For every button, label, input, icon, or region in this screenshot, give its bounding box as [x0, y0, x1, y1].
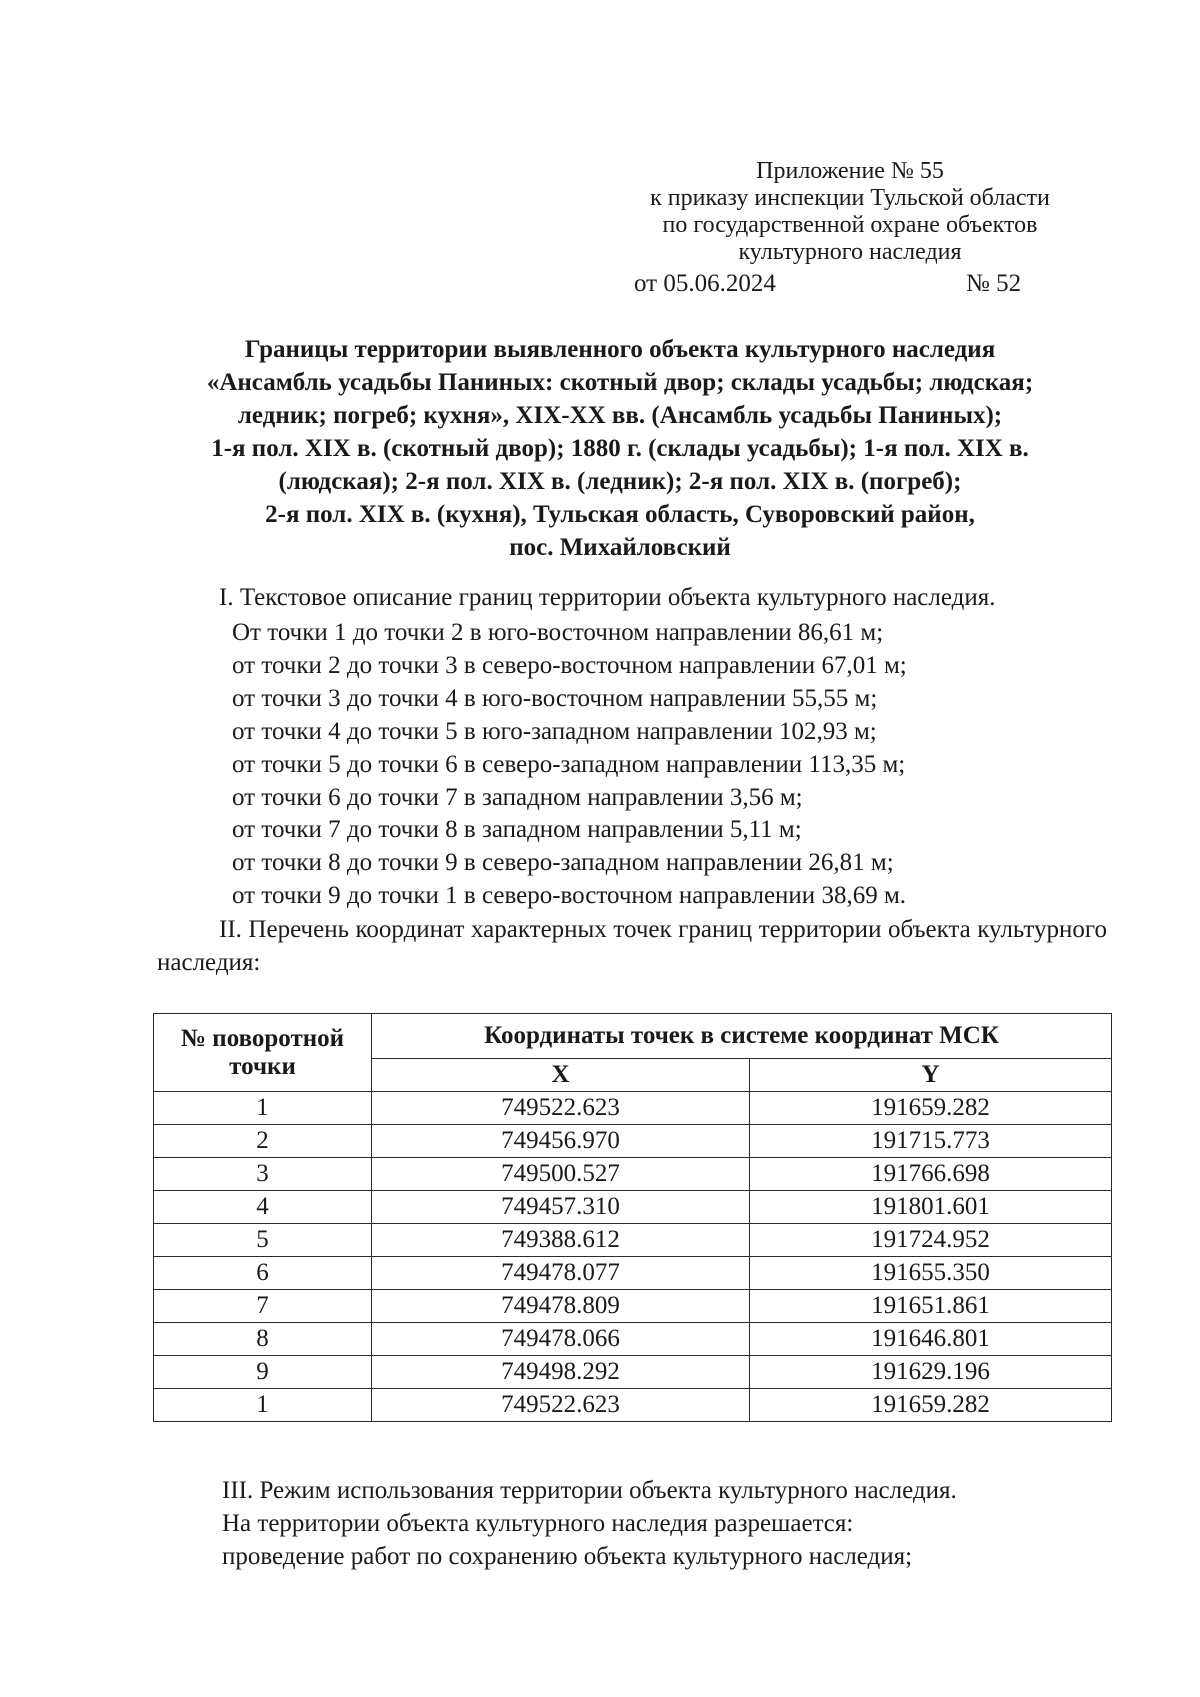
coordinate-y: 191629.196: [750, 1356, 1112, 1389]
table-row: [154, 1389, 1112, 1422]
coordinate-y: 191801.601: [750, 1191, 1112, 1224]
point-number: 3: [154, 1158, 372, 1191]
appendix-line: культурного наследия: [738, 239, 962, 265]
list-item: от точки 3 до точки 4 в юго-восточном направлении 55,55 м;: [232, 684, 878, 712]
coordinate-x: 749456.970: [372, 1125, 750, 1158]
column-header-point: № поворотной точки: [154, 1014, 372, 1092]
coordinate-y: 191659.282: [750, 1092, 1112, 1125]
point-number: 8: [154, 1323, 372, 1356]
title-line: 2-я пол. XIX в. (кухня), Тульская область, Суворовский район,: [265, 501, 975, 528]
coordinate-x: 749478.809: [372, 1290, 750, 1323]
coordinate-y: 191715.773: [750, 1125, 1112, 1158]
coordinate-y: 191766.698: [750, 1158, 1112, 1191]
coordinate-x: 749457.310: [372, 1191, 750, 1224]
section-3-line: На территории объекта культурного наследия разрешается:: [222, 1510, 854, 1537]
section-2-intro: II. Перечень координат характерных точек границ территории объекта культурного наследия:: [157, 916, 1107, 976]
appendix-line: к приказу инспекции Тульской области: [650, 185, 1050, 211]
table-row: [154, 1356, 1112, 1389]
list-item: от точки 4 до точки 5 в юго-западном направлении 102,93 м;: [232, 717, 877, 745]
title-line: ледник; погреб; кухня», XIX-XX вв. (Ансамбль усадьбы Паниных);: [237, 402, 1003, 429]
appendix-line: по государственной охране объектов: [662, 212, 1038, 238]
column-header-y: Y: [750, 1059, 1112, 1092]
column-header-coordinates: Координаты точек в системе координат МСК: [372, 1014, 1112, 1059]
table-row: [154, 1323, 1112, 1356]
coordinate-y: 191724.952: [750, 1224, 1112, 1257]
point-number: 2: [154, 1125, 372, 1158]
coordinate-y: 191659.282: [750, 1389, 1112, 1422]
point-number: 9: [154, 1356, 372, 1389]
section-3: [222, 1474, 957, 1573]
table-row: [154, 1125, 1112, 1158]
column-header-x: X: [372, 1059, 750, 1092]
document-title: [120, 333, 1120, 564]
title-line: Границы территории выявленного объекта культурного наследия: [244, 336, 996, 363]
list-item: от точки 6 до точки 7 в западном направлении 3,56 м;: [232, 783, 803, 811]
appendix-header: [600, 158, 1100, 266]
point-number: 1: [154, 1092, 372, 1125]
list-item: от точки 9 до точки 1 в северо-восточном направлении 38,69 м.: [232, 882, 907, 910]
point-number: 4: [154, 1191, 372, 1224]
coordinate-y: 191651.861: [750, 1290, 1112, 1323]
table-row: [154, 1092, 1112, 1125]
section-3-line: проведение работ по сохранению объекта культурного наследия;: [222, 1543, 913, 1570]
list-item: от точки 8 до точки 9 в северо-западном направлении 26,81 м;: [232, 849, 894, 877]
coordinate-x: 749388.612: [372, 1224, 750, 1257]
list-item: от точки 7 до точки 8 в западном направлении 5,11 м;: [232, 816, 802, 844]
coordinates-table: [153, 1013, 1112, 1422]
coordinate-x: 749522.623: [372, 1389, 750, 1422]
coordinate-y: 191655.350: [750, 1257, 1112, 1290]
title-line: пос. Михайловский: [509, 534, 731, 561]
table-row: [154, 1290, 1112, 1323]
title-line: 1-я пол. XIX в. (скотный двор); 1880 г. (склады усадьбы); 1-я пол. XIX в.: [211, 435, 1029, 462]
table-row: [154, 1224, 1112, 1257]
appendix-number: Приложение № 55: [756, 158, 944, 184]
title-line: «Ансамбль усадьбы Паниных: скотный двор; склады усадьбы; людская;: [206, 369, 1034, 396]
list-item: от точки 2 до точки 3 в северо-восточном направлении 67,01 м;: [232, 651, 907, 679]
point-number: 1: [154, 1389, 372, 1422]
list-item: От точки 1 до точки 2 в юго-восточном направлении 86,61 м;: [232, 619, 884, 646]
point-number: 5: [154, 1224, 372, 1257]
coordinate-x: 749478.066: [372, 1323, 750, 1356]
coordinate-x: 749500.527: [372, 1158, 750, 1191]
section-3-heading: III. Режим использования территории объекта культурного наследия.: [222, 1477, 957, 1504]
coordinate-x: 749522.623: [372, 1092, 750, 1125]
coordinate-y: 191646.801: [750, 1323, 1112, 1356]
order-number: № 52: [966, 270, 1022, 297]
table-row: [154, 1191, 1112, 1224]
title-line: (людская); 2-я пол. XIX в. (ледник); 2-я пол. XIX в. (погреб);: [278, 468, 962, 495]
table-row: [154, 1158, 1112, 1191]
point-number: 7: [154, 1290, 372, 1323]
coordinate-x: 749498.292: [372, 1356, 750, 1389]
table-row: [154, 1257, 1112, 1290]
section-1-heading: I. Текстовое описание границ территории объекта культурного наследия.: [219, 584, 996, 611]
coordinate-x: 749478.077: [372, 1257, 750, 1290]
point-number: 6: [154, 1257, 372, 1290]
list-item: от точки 5 до точки 6 в северо-западном направлении 113,35 м;: [232, 750, 906, 778]
boundary-description-list: [232, 617, 907, 913]
order-date: от 05.06.2024: [634, 270, 776, 297]
